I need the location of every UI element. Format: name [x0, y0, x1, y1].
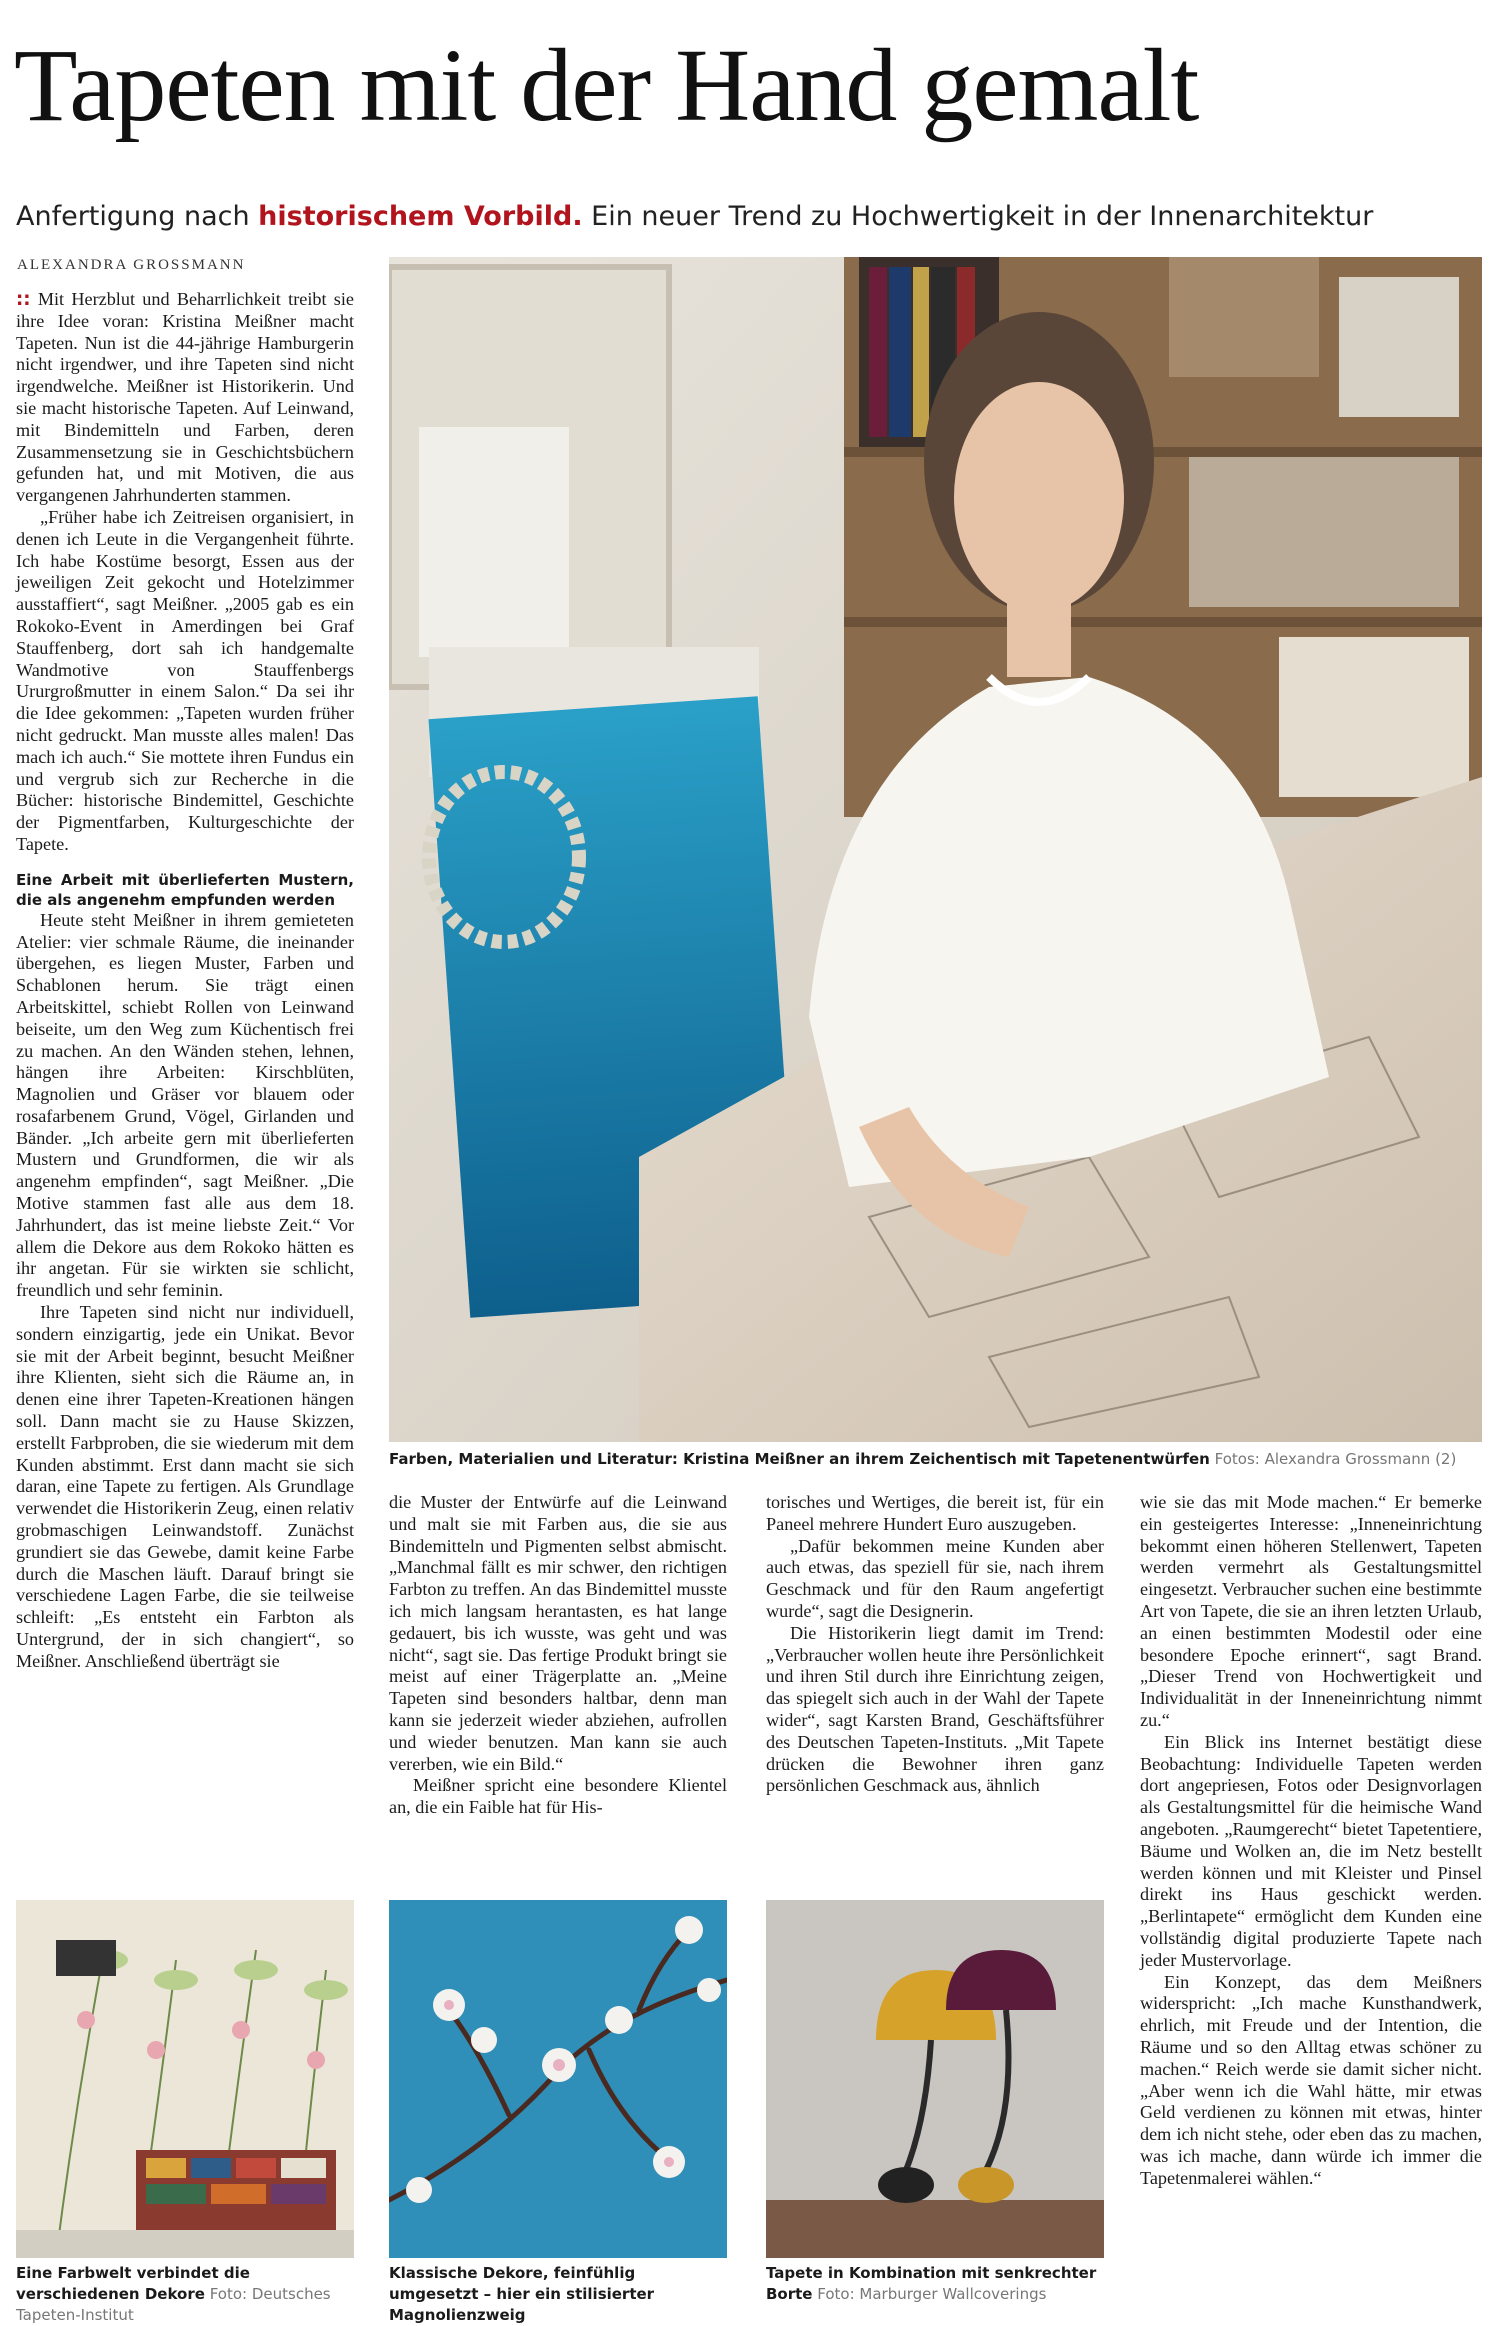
magnolia-illustration [389, 1900, 727, 2258]
lamps-illustration [766, 1900, 1104, 2258]
paragraph: Die Historikerin liegt damit im Trend: „Verbraucher wollen heute ihre Persönlichkeit und ihren Stil durch ihre Einrichtung zeigen, das spiegelt sich auch in der Wahl der Tapete wider“, sagt Karsten Brand, Geschäftsführer des Deutschen Tapeten-Instituts. „Mit Tapete drücken die Bewohner ihren ganz persönlichen Geschmack aus, ähnlich [766, 1622, 1104, 1796]
paragraph: Meißner spricht eine besondere Klientel an, die ein Faible hat für His- [389, 1775, 727, 1818]
article-column-1 [16, 289, 354, 1673]
article-column-3 [766, 1492, 1104, 1797]
photo-credit: Foto: Deutsches Tapeten-Institut [16, 2285, 331, 2324]
paragraph: „Dafür bekommen meine Kunden aber auch etwas, das speziell für sie, nach ihrem Geschmack und für den Raum angefertigt wurde“, sagt die Designerin. [766, 1535, 1104, 1621]
subtitle [16, 200, 1373, 234]
paragraph: Heute steht Meißner in ihrem gemieteten Atelier: vier schmale Räume, die ineinander übergehen, es liegen Muster, Farben und Schablonen herum. Sie trägt einen Arbeitskittel, schiebt Rollen von Leinwand beiseite, um den Weg zum Küchentisch frei zu machen. An den Wänden stehen, lehnen, hängen ihre Arbeiten: Kirschblüten, Magnolien und Gräser vor blauem oder rosafarbenem Grund, Vögel, Girlanden und Bänder. „Ich arbeite gern mit überlieferten Mustern und Grundformen, die wir als angenehm empfinden“, sagt Meißner. „Die Motive stammen fast alle aus dem 18. Jahrhundert, das ist meine liebste Zeit.“ Vor allem die Dekore aus dem Rokoko hätten es ihr angetan. Für sie wirkten sie schlicht, freundlich und sehr feminin. [16, 909, 354, 1301]
lamps-photo [766, 1900, 1104, 2258]
photo-credit: Fotos: Alexandra Grossmann (2) [1214, 1450, 1457, 1468]
paragraph: torisches und Wertiges, die bereit ist, für ein Paneel mehrere Hundert Euro auszugeben. [766, 1492, 1104, 1534]
subtitle-pre: Anfertigung nach [16, 201, 259, 232]
main-photo-caption [389, 1449, 1482, 1470]
byline: ALEXANDRA GROSSMANN [17, 257, 246, 273]
mid-photo-caption [389, 2263, 729, 2326]
start-marker: :: [16, 289, 31, 310]
main-photo [389, 257, 1482, 1442]
wallpaper-room-photo [16, 1900, 354, 2258]
subtitle-post: Ein neuer Trend zu Hochwertigkeit in der Innenarchitektur [582, 201, 1374, 232]
caption-text: Eine Farbwelt verbindet die verschiedenen Dekore [16, 2264, 250, 2303]
caption-text: Klassische Dekore, feinfühlig umgesetzt – hier ein stilisierter Magnolienzweig [389, 2264, 655, 2324]
paragraph: :: Mit Herzblut und Beharrlichkeit treibt sie ihre Idee voran: Kristina Meißner macht Tapeten. Nun ist die 44-jährige Hamburgerin nicht irgendwer, und ihre Tapeten sind nicht irgendwelche. Meißner ist Historikerin. Und sie macht historische Tapeten. Auf Leinwand, mit Bindemitteln und Farben, deren Zusammensetzung sie in Geschichtsbüchern gefunden hat, und mit Motiven, die aus vergangenen Jahrhunderten stammen. [16, 289, 354, 506]
paragraph: Ein Konzept, das dem Meißners widerspricht: „Ich mache Kunsthandwerk, ehrlich, mit Freude und der Intention, die Räume und so den Alltag etwas schöner zu machen.“ Reich werde sie damit sicher nicht. „Aber wenn ich die Wahl hätte, mir etwas Geld verdienen zu können mit etwas, hinter dem ich nicht stehe, oder eben das zu machen, was ich mache, dann würde ich immer die Tapetenmalerei wählen.“ [1140, 1971, 1482, 2188]
article-column-4 [1140, 1492, 1482, 2190]
photo-credit: Foto: Marburger Wallcoverings [817, 2285, 1047, 2303]
paragraph: wie sie das mit Mode machen.“ Er bemerke ein gesteigertes Interesse: „Inneneinrichtung bekommt einen höheren Stellenwert, Tapeten werden vermehrt als Gestaltungsmittel eingesetzt. Verbraucher suchen eine bestimmte Art von Tapete, die sie an ihren letzten Urlaub, an einen bestimmten Modestil oder eine besondere Epoche erinnert“, sagt Brand. „Dieser Trend von Hochwertigkeit und Individualität in der Inneneinrichtung nimmt zu.“ [1140, 1492, 1482, 1730]
headline: Tapeten mit der Hand gemalt [14, 28, 1199, 143]
subheadline: Eine Arbeit mit überlieferten Mustern, die als angenehm empfunden werden [16, 870, 354, 909]
right-photo-caption [766, 2263, 1106, 2305]
paragraph: „Früher habe ich Zeitreisen organisiert, in denen ich Leute in die Vergangenheit führte. Ich habe Kostüme besorgt, Essen aus der jeweiligen Zeit gekocht und Hotelzimmer ausstaffiert“, sagt Meißner. „2005 gab es ein Rokoko-Event in Amerdingen bei Graf Stauffenberg, dort sah ich handgemalte Wandmotive von Stauffenbergs Ururgroßmutter in einem Salon.“ Da sei ihr die Idee gekommen: „Tapeten wurden früher nicht gedruckt. Man musste alles malen! Das mach ich auch.“ Sie mottete ihren Fundus ein und vergrub sich zur Recherche in die Bücher: historische Bindemittel, Geschichte der Pigmentfarben, Kulturgeschichte der Tapete. [16, 506, 354, 854]
room-illustration [16, 1900, 354, 2258]
magnolia-wallpaper-photo [389, 1900, 727, 2258]
atelier-photo-illustration [389, 257, 1482, 1442]
paragraph: Ein Blick ins Internet bestätigt diese Beobachtung: Individuelle Tapeten werden dort angepriesen, Fotos oder Designvorlagen als Gestaltungsmittel für die heimische Wand angeboten. „Raumgerecht“ bietet Tapetentiere, Bäume und Wolken an, die im Netz bestellt werden können und mit Kleister und Pinsel direkt ins Haus geschickt werden. „Berlintapete“ ermöglicht dem Kunden eine vollständig digital produzierte Tapete nach jeder Mustervorlage. [1140, 1731, 1482, 1970]
caption-text: Farben, Materialien und Literatur: Kristina Meißner an ihrem Zeichentisch mit Tapetenentwürfen [389, 1450, 1210, 1468]
left-photo-caption [16, 2263, 356, 2326]
article-column-2 [389, 1492, 727, 1819]
paragraph: die Muster der Entwürfe auf die Leinwand und malt sie mit Farben aus, die sie aus Bindemitteln und Pigmenten selbst abmischt. „Manchmal fällt es mir schwer, den richtigen Farbton zu treffen. An das Bindemittel musste ich mich langsam herantasten, es hat lange gedauert, bis ich wusste, was geht und was nicht“, sagt sie. Das fertige Produkt bringt sie meist auf einer Trägerplatte an. „Meine Tapeten sind besonders haltbar, denn man kann sie jederzeit wieder abziehen, aufrollen und wieder benutzen. Man kann sie auch vererben, wie ein Bild.“ [389, 1492, 727, 1774]
paragraph: Ihre Tapeten sind nicht nur individuell, sondern einzigartig, jede ein Unikat. Bevor sie mit der Arbeit beginnt, besucht Meißner ihre Klienten, sieht sich die Räume an, in denen eine ihrer Tapeten-Kreationen hängen soll. Dann macht sie zu Hause Skizzen, erstellt Farbproben, die sie wiederum mit dem Kunden abstimmt. Erst dann macht sie sich daran, eine Tapete zu fertigen. Als Grundlage verwendet die Historikerin Zeug, einen relativ grobmaschigen Leinwandstoff. Zunächst grundiert sie das Gewebe, damit keine Farbe durch die Maschen läuft. Darauf bringt sie verschiedene Lagen Farbe, die sie teilweise schleift: „Es entsteht ein Farbton als Untergrund, der in sich changiert“, so Meißner. Anschließend überträgt sie [16, 1302, 354, 1671]
caption-text: Tapete in Kombination mit senkrechter Borte [766, 2264, 1097, 2303]
subtitle-highlight: historischem Vorbild. [258, 201, 583, 232]
